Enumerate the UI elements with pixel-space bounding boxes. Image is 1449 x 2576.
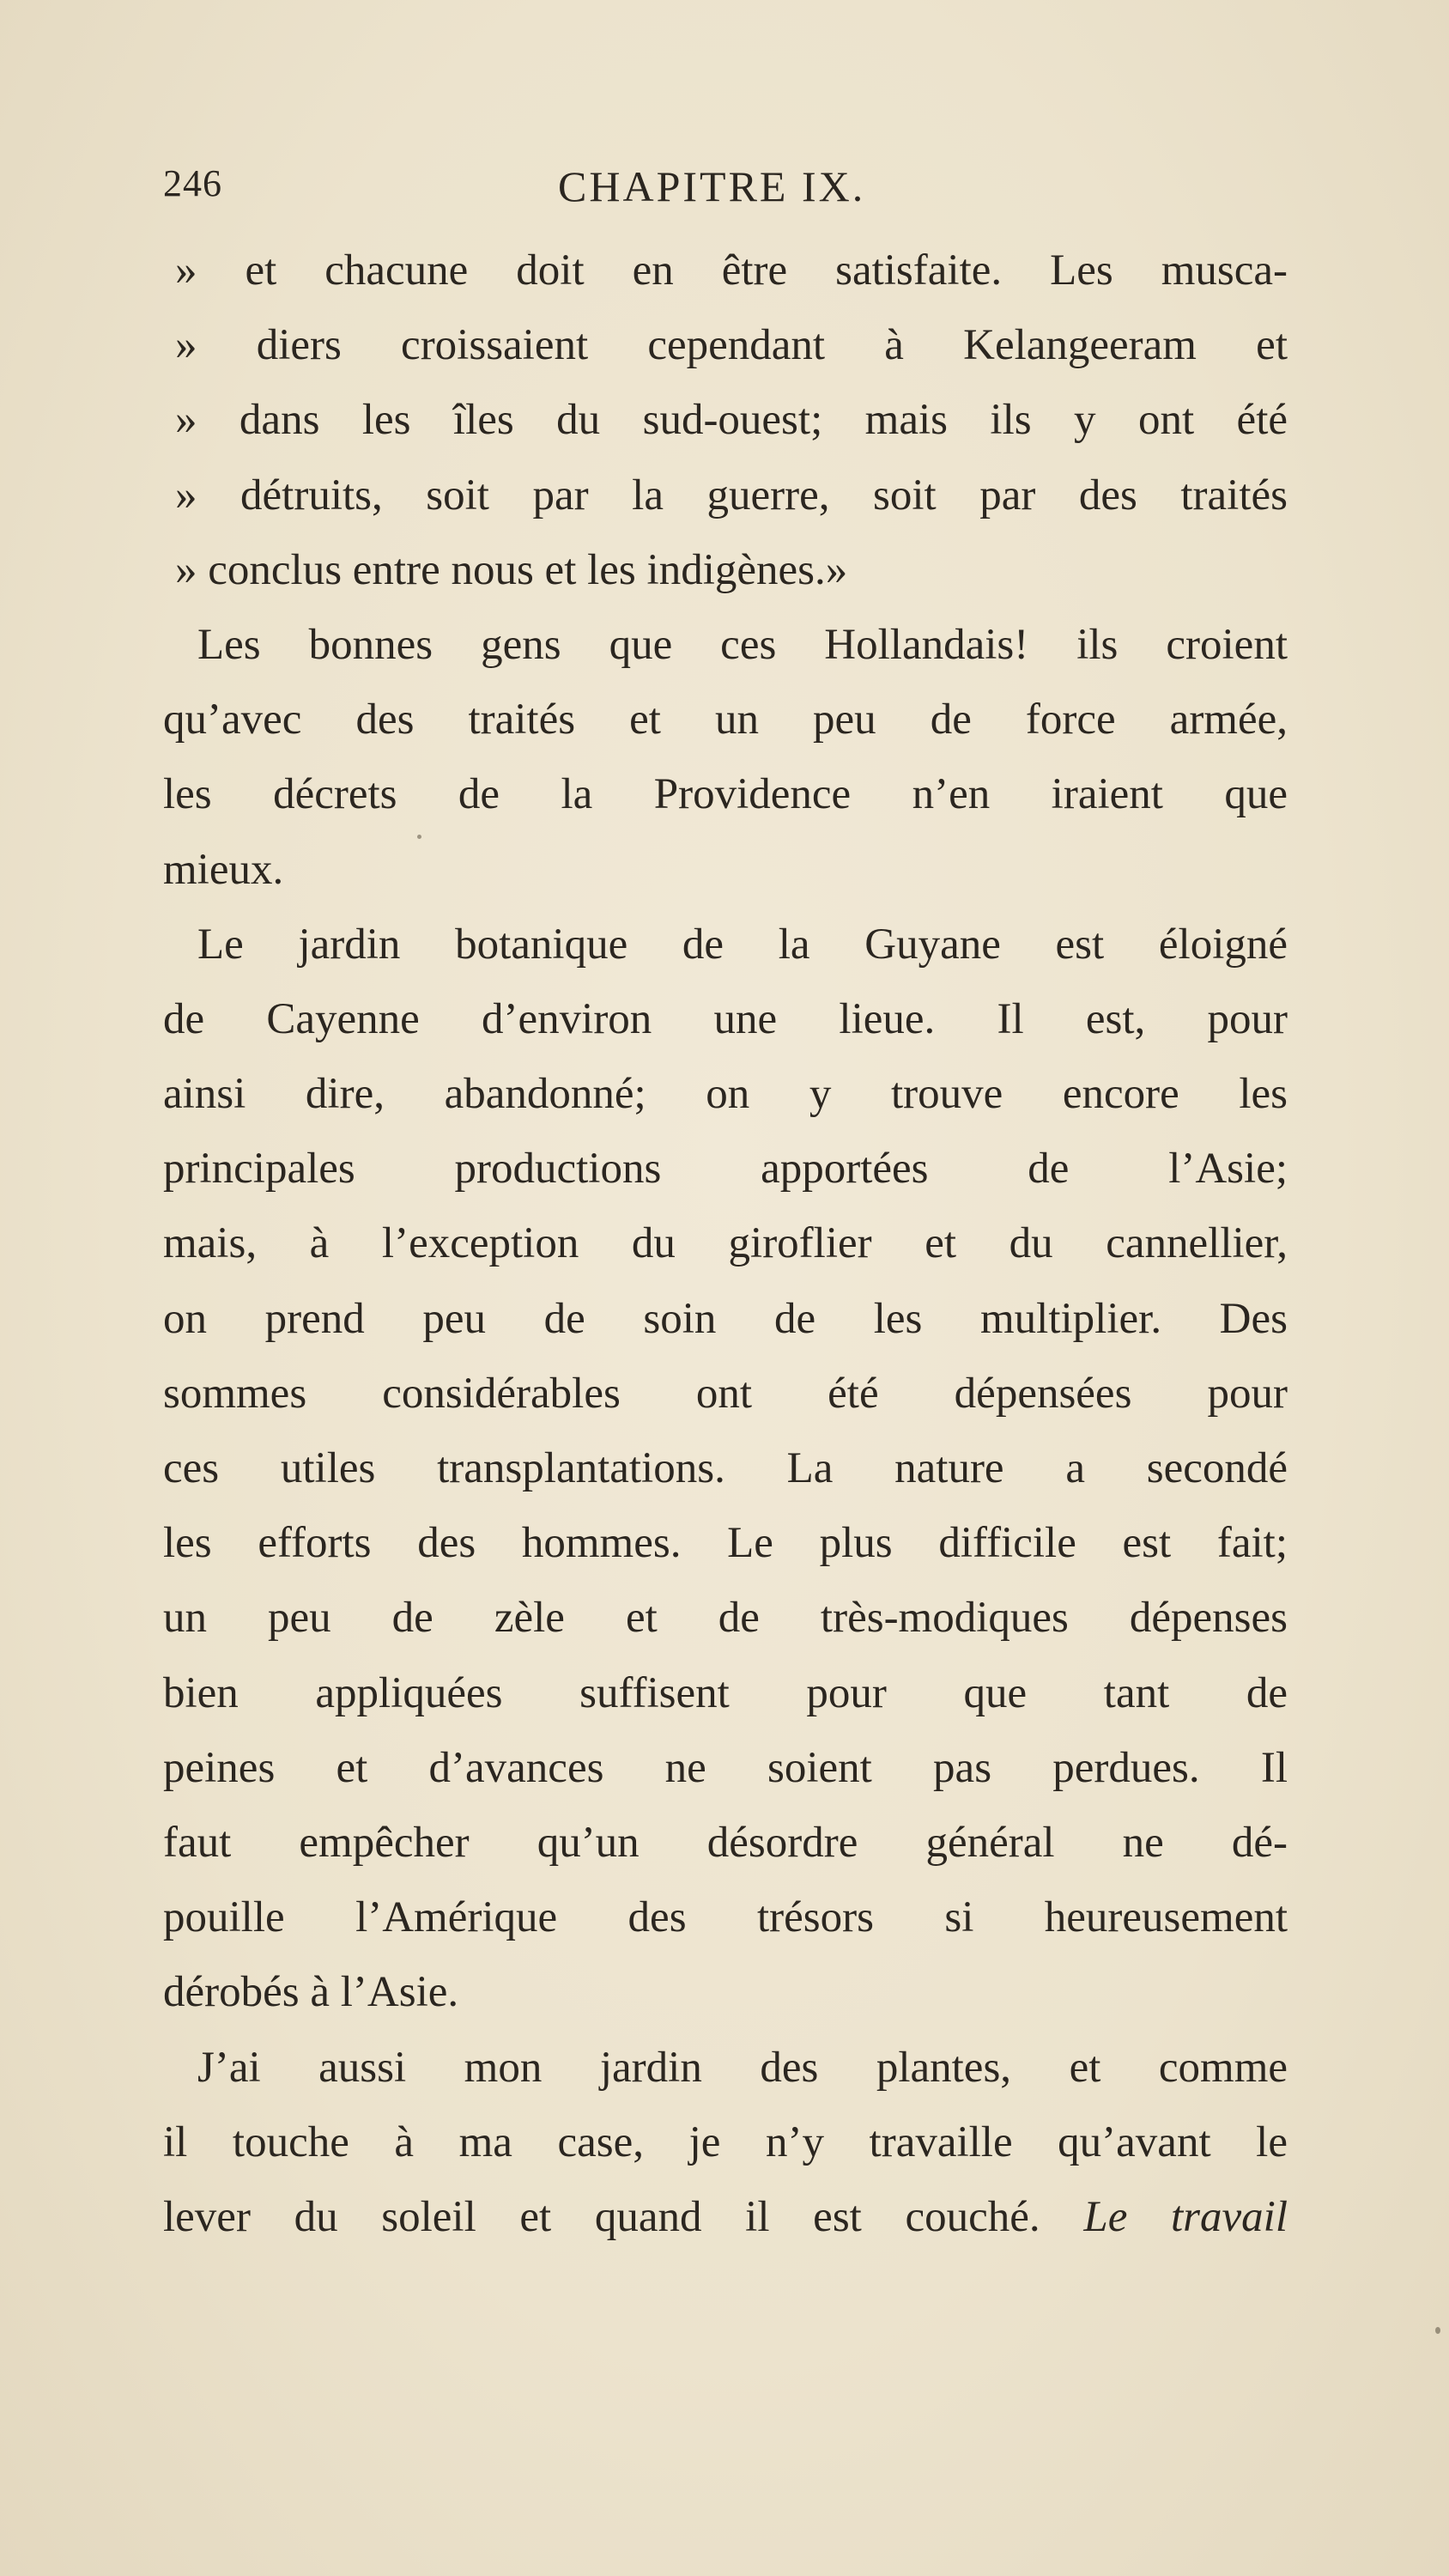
text-line: pouille l’Amérique des trésors si heureusement [163, 1893, 1288, 1942]
text-line: mais, à l’exception du giroflier et du cannellier, [163, 1219, 1288, 1268]
text-line: Le jardin botanique de la Guyane est éloigné [197, 920, 1288, 969]
page-number: 246 [163, 162, 222, 204]
text-line: » conclus entre nous et les indigènes.» [175, 545, 848, 594]
text-line: bien appliquées suffisent pour que tant de [163, 1668, 1288, 1717]
text-line-final [163, 2180, 1288, 2255]
running-title: CHAPITRE IX. [558, 162, 866, 210]
text-line: ces utiles transplantations. La nature a secondé [163, 1444, 1288, 1492]
text-line: sommes considérables ont été dépensées pour [163, 1369, 1288, 1418]
text-line: principales productions apportées de l’Asie; [163, 1145, 1288, 1194]
text-line: » détruits, soit par la guerre, soit par des traités [175, 471, 1288, 519]
text-line: mieux. [163, 845, 284, 894]
text-line: qu’avec des traités et un peu de force armée, [163, 696, 1288, 744]
text-line: les décrets de la Providence n’en iraient que [163, 770, 1288, 819]
text-line: faut empêcher qu’un désordre général ne dé- [163, 1818, 1288, 1867]
page-header [163, 161, 1288, 213]
text-line: un peu de zèle et de très-modiques dépenses [163, 1594, 1288, 1643]
text-line-final-italic: Le travail [1083, 2192, 1288, 2241]
text-line: dérobés à l’Asie. [163, 1968, 459, 2017]
text-line: les efforts des hommes. Le plus difficile est fait; [163, 1519, 1288, 1568]
paper-speck [1435, 2327, 1440, 2334]
text-line-final-roman: lever du soleil et quand il est couché. [163, 2192, 1040, 2241]
text-line: peines et d’avances ne soient pas perdues. Il [163, 1743, 1288, 1792]
body-text [163, 234, 1288, 2255]
text-line: Les bonnes gens que ces Hollandais! ils croient [197, 620, 1288, 669]
text-line: J’ai aussi mon jardin des plantes, et comme [197, 2043, 1288, 2092]
text-line: » et chacune doit en être satisfaite. Les musca- [175, 246, 1288, 295]
text-line: de Cayenne d’environ une lieue. Il est, pour [163, 994, 1288, 1043]
text-line: » dans les îles du sud-ouest; mais ils y ont été [175, 396, 1288, 445]
paper-speck [417, 835, 421, 839]
text-line: il touche à ma case, je n’y travaille qu’avant le [163, 2117, 1288, 2166]
text-line: on prend peu de soin de les multiplier. Des [163, 1294, 1288, 1343]
text-line: ainsi dire, abandonné; on y trouve encore les [163, 1070, 1288, 1119]
text-line: » diers croissaient cependant à Kelangeeram et [175, 321, 1288, 370]
